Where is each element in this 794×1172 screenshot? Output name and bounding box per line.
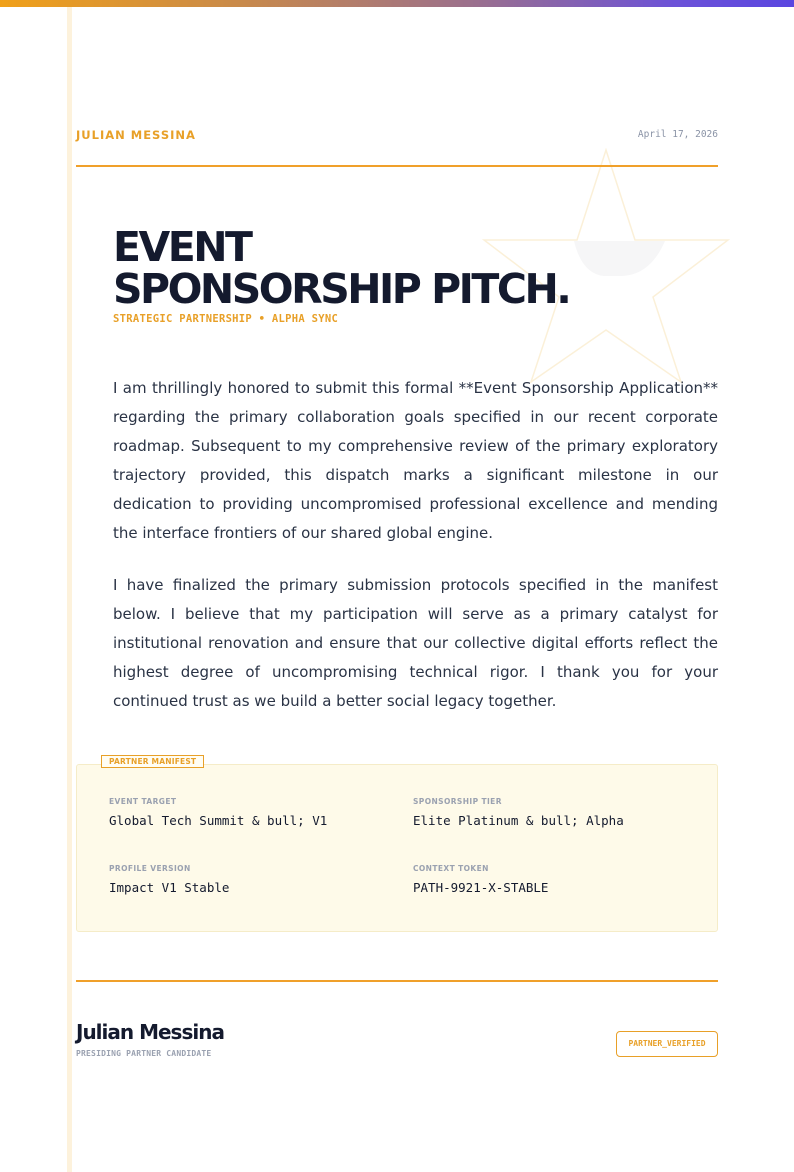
field-value: Impact V1 Stable — [109, 880, 230, 895]
document-title — [113, 223, 570, 313]
body-paragraph-1-wrap — [113, 374, 718, 548]
field-label: SPONSORSHIP TIER — [413, 797, 502, 806]
body-paragraph-1: I am thrillingly honored to submit this formal **Event Sponsorship Application** regarding the primary collaboration goals specified in our recent corporate roadmap. Subsequent to my comprehensive review of the primary exploratory trajectory provided, this dispatch marks a significant milestone in our dedication to providing uncompromised professional excellence and mending the interface frontiers of our shared global engine. — [113, 379, 718, 542]
left-margin-rule — [67, 7, 72, 1172]
body-paragraph-2: I have finalized the primary submission protocols specified in the manifest below. I believe that my participation will serve as a primary catalyst for institutional renovation and ensure that our collective digital efforts reflect the highest degree of uncompromising technical rigor. I thank you for your continued trust as we build a better social legacy together. — [113, 576, 718, 710]
manifest-field-event-target — [109, 797, 327, 828]
field-value: Global Tech Summit & bull; V1 — [109, 813, 328, 828]
body-paragraph-2-wrap — [113, 571, 718, 716]
document-subtitle: STRATEGIC PARTNERSHIP • ALPHA SYNC — [113, 313, 339, 325]
letter-header — [76, 126, 718, 144]
field-value: Elite Platinum & bull; Alpha — [413, 813, 624, 828]
partner-manifest-panel — [76, 764, 718, 932]
signature-role: PRESIDING PARTNER CANDIDATE — [76, 1049, 212, 1058]
header-divider — [76, 165, 718, 167]
manifest-tag: PARTNER MANIFEST — [101, 755, 204, 768]
field-value: PATH-9921-X-STABLE — [413, 880, 549, 895]
letter-date: April 17, 2026 — [637, 129, 718, 140]
title-line-1: EVENT — [113, 223, 251, 271]
sender-name: JULIAN MESSINA — [76, 128, 196, 142]
title-line-2: SPONSORSHIP PITCH. — [113, 265, 570, 313]
top-gradient-bar — [0, 0, 794, 7]
field-label: PROFILE VERSION — [109, 864, 191, 873]
partner-verified-badge: PARTNER_VERIFIED — [616, 1031, 718, 1057]
field-label: CONTEXT TOKEN — [413, 864, 489, 873]
manifest-field-sponsorship-tier — [413, 797, 624, 828]
signature-name: Julian Messina — [76, 1020, 224, 1044]
footer-divider — [76, 980, 718, 982]
manifest-field-profile-version — [109, 864, 229, 895]
manifest-field-context-token — [413, 864, 548, 895]
field-label: EVENT TARGET — [109, 797, 177, 806]
